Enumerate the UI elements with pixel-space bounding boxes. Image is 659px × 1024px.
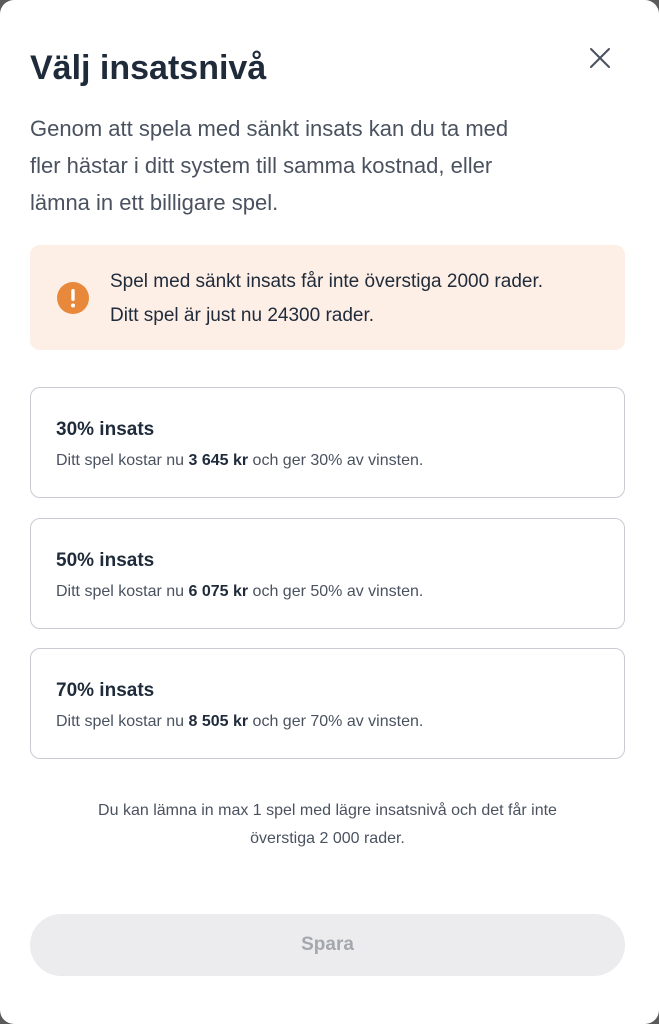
option-description [56,711,423,733]
dialog-description: Genom att spela med sänkt insats kan du ta med fler hästar i ditt system till samma kostnad, eller lämna in ett billigare spel. [30,116,509,215]
option-title: 30% insats [56,419,155,440]
dialog-title: Välj insatsnivå [30,49,267,87]
save-button[interactable]: Spara [30,914,625,976]
footnote-line-2: överstiga 2 000 rader. [250,830,405,847]
option-description [56,581,423,603]
warning-line-2: Ditt spel är just nu 24300 rader. [110,305,375,326]
footnote [30,797,625,853]
footnote-line-1: Du kan lämna in max 1 spel med lägre insatsnivå och det får inte [98,802,557,819]
option-title: 50% insats [56,550,155,571]
close-button[interactable] [580,38,620,78]
option-desc-prefix: Ditt spel kostar nu [56,583,189,600]
option-30-percent[interactable] [30,387,625,498]
option-price: 6 075 kr [188,583,249,600]
option-desc-prefix: Ditt spel kostar nu [56,452,189,469]
option-70-percent[interactable] [30,648,625,759]
row-limit-warning [30,245,625,350]
warning-line-1: Spel med sänkt insats får inte överstiga 2000 rader. [110,271,544,292]
option-price: 3 645 kr [188,452,249,469]
option-desc-suffix: och ger 30% av vinsten. [248,452,424,469]
option-desc-suffix: och ger 50% av vinsten. [248,583,424,600]
option-title: 70% insats [56,680,155,701]
option-desc-suffix: och ger 70% av vinsten. [248,713,424,730]
exclamation-circle-icon [57,282,89,314]
warning-text [110,265,543,333]
option-description [56,450,423,472]
close-icon [589,47,611,69]
option-50-percent[interactable] [30,518,625,629]
option-desc-prefix: Ditt spel kostar nu [56,713,189,730]
option-price: 8 505 kr [188,713,249,730]
